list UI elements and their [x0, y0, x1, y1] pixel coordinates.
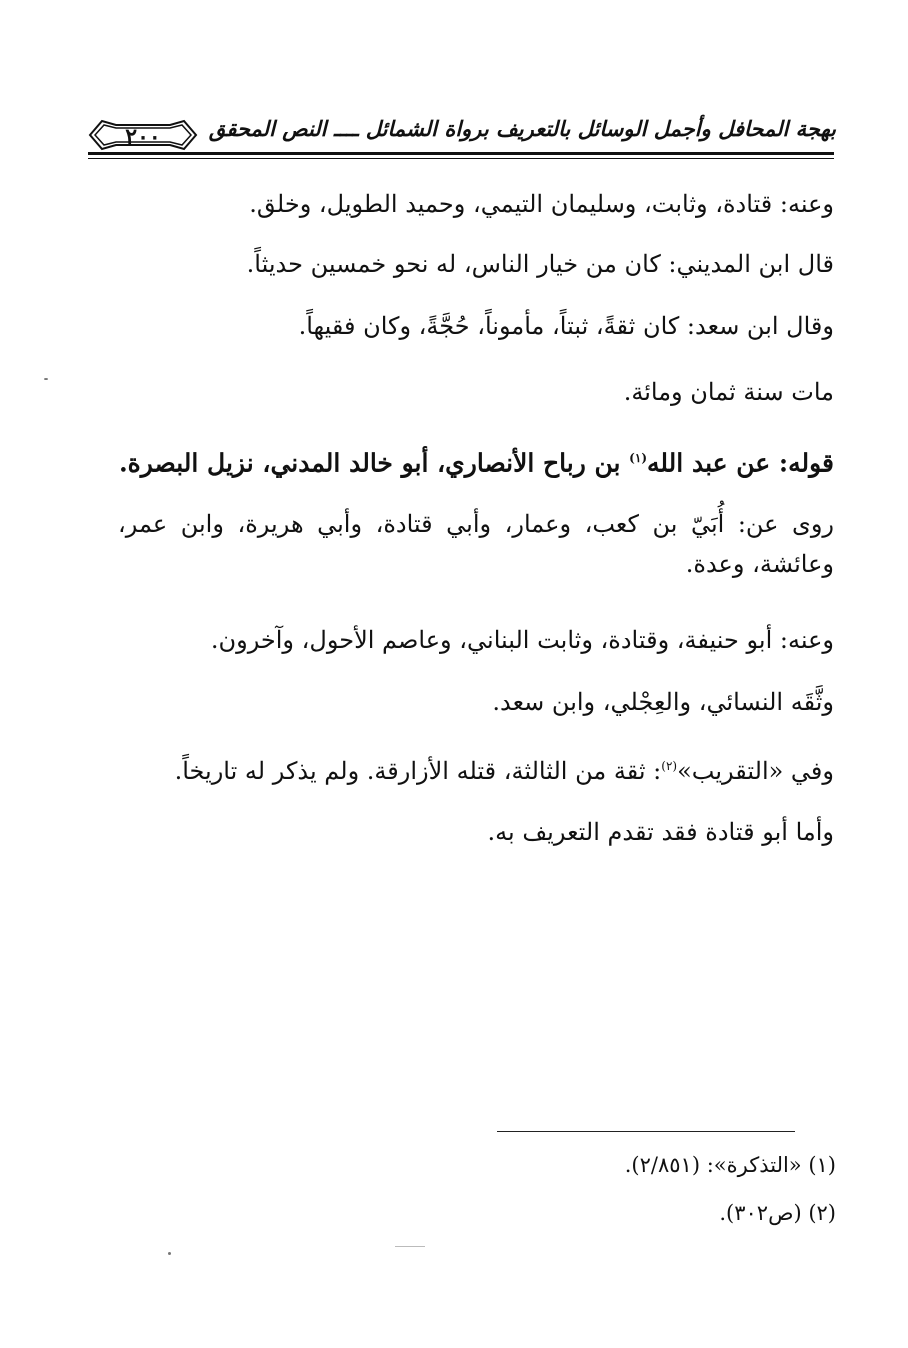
heading-part: بن رباح الأنصاري، أبو خالد المدني، نزيل البصرة. — [118, 448, 630, 478]
footnote: (١) «التذكرة»: (٢/٨٥١). — [624, 1153, 836, 1177]
paragraph: وقال ابن سعد: كان ثقةً، ثبتاً، مأموناً، حُجَّةً، وكان فقيهاً. — [298, 312, 834, 340]
paragraph-part: وفي «التقريب» — [677, 757, 834, 785]
paragraph — [118, 746, 834, 791]
page-number-badge — [88, 116, 198, 154]
scan-speck — [44, 378, 48, 380]
paragraph-part: : ثقة من الثالثة، قتله الأزارقة. ولم يذكر له تاريخاً. — [174, 757, 662, 785]
footnote-ref: (٢) — [661, 759, 678, 773]
header-rule-thin — [88, 158, 834, 159]
scan-speck — [168, 1252, 171, 1255]
footnote: (٢) (ص٣٠٢). — [719, 1201, 836, 1225]
page-number: ٢٠٠ — [125, 124, 161, 150]
paragraph: قال ابن المديني: كان من خيار الناس، له نحو خمسين حديثاً. — [246, 250, 834, 278]
scan-speck — [395, 1246, 425, 1247]
paragraph: وثَّقَه النسائي، والعِجْلي، وابن سعد. — [492, 688, 834, 716]
footnote-separator — [497, 1131, 795, 1132]
running-title: بهجة المحافل وأجمل الوسائل بالتعريف برواة الشمائل ــــ النص المحقق — [208, 116, 836, 141]
heading-part: قوله: عن عبد الله — [647, 448, 834, 478]
paragraph: روى عن: أُبَيّ بن كعب، وعمار، وأبي قتادة، وأبي هريرة، وابن عمر، وعائشة، وعدة. — [118, 510, 834, 578]
entry-heading — [118, 438, 834, 483]
paragraph: وعنه: أبو حنيفة، وقتادة، وثابت البناني، وعاصم الأحول، وآخرون. — [210, 626, 834, 654]
paragraph: وأما أبو قتادة فقد تقدم التعريف به. — [487, 818, 834, 846]
footnote-ref: (١) — [629, 451, 647, 465]
header-rule — [88, 152, 834, 155]
paragraph: مات سنة ثمان ومائة. — [623, 378, 834, 406]
paragraph: وعنه: قتادة، وثابت، وسليمان التيمي، وحميد الطويل، وخلق. — [249, 190, 834, 218]
